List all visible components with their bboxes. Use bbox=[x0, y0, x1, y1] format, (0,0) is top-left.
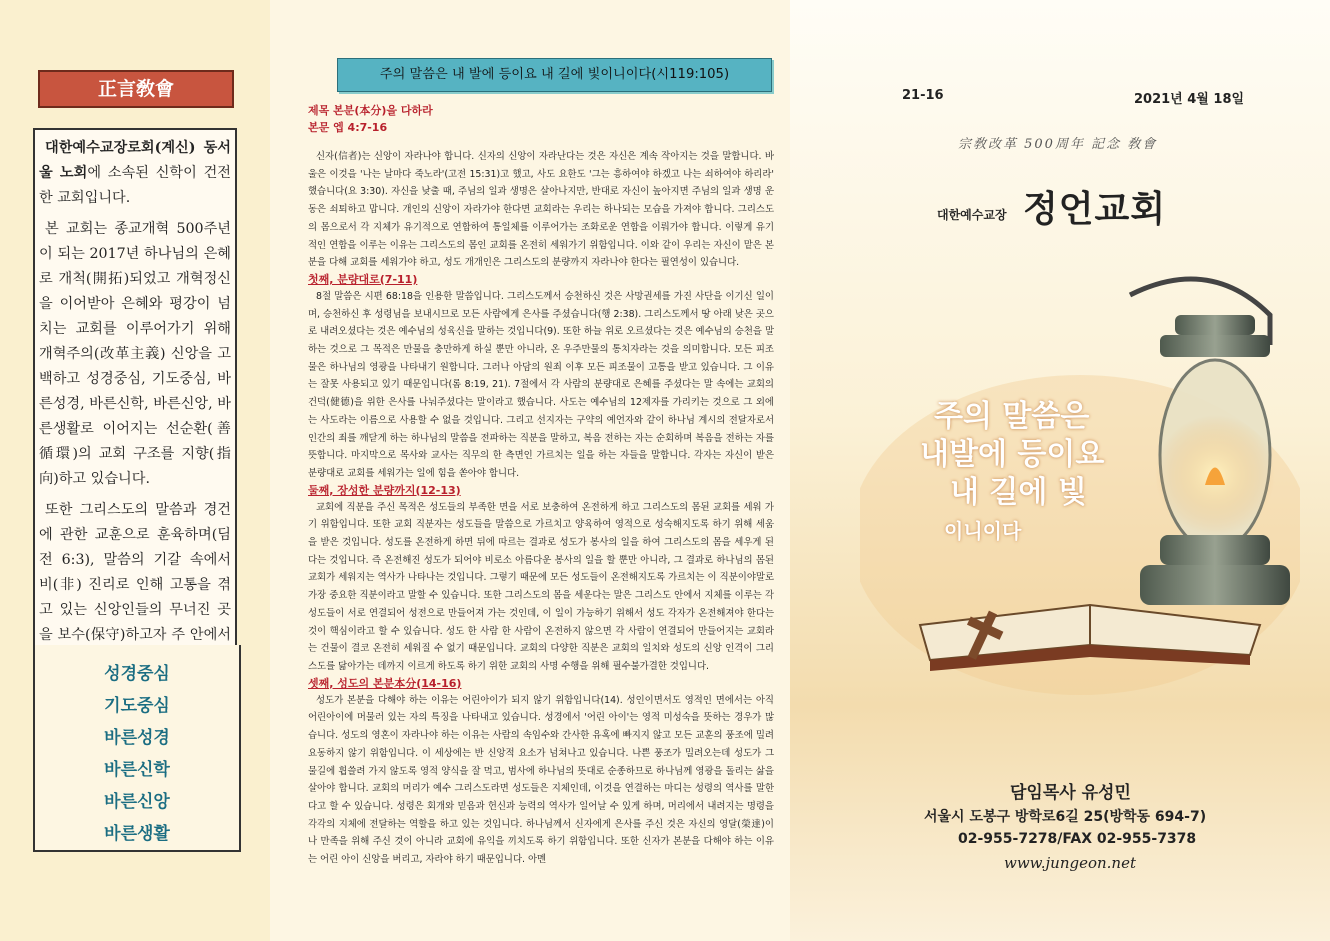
section-paragraph-3: 성도가 본분을 다해야 하는 이유는 어린아이가 되지 않기 위함입니다(14). 성인이면서도 영적인 면에서는 아직 어린아이에 머물러 있는 자의 특징을 나타내고 있습니다. 성경에서 '어린 아이'는 영적 미성숙을 뜻하는 경우가 많습니다. 성도의 영혼이 자라나야 하는 이유는 사람의 속임수와 간사한 유혹에 빠지지 않고 모든 교훈의 풍조에 밀려 요동하지 않기 위함입니다. 이 세상에는 반 신앙적 요소가 넘쳐나고 있습니다. 나쁜 풍조가 밀려오는데 성도가 그 물길에 휩쓸려 가지 않도록 영적 양식을 잘 먹고, 범사에 하나님의 뜻대로 순종하므로 하나님께 영광을 돌리는 삶을 살아야 합니다. 교회의 머리가 예수 그리스도라면 성도들은 지체인데, 이것을 연결하는 마디는 성령의 역사를 말한다고 할 수 있습니다. 성령은 회개와 믿음과 헌신과 능력의 역사가 일어날 수 있게 하며, 머리에서 내려지는 명령을 각각의 지체에 전달하는 역할을 하고 있는 것입니다. 하나님께서 신자에게 은사를 주신 것은 자신의 영달(榮達)이나 만족을 위해 주신 것이 아니라 교회에 유익을 끼치도록 하기 위함입니다. 또한 신자가 본분을 다해야 하는 이유는 어린 아이 신앙을 버리고, 자라야 하기 때문입니다. 아멘 bbox=[308, 694, 774, 866]
pastor-name: 담임목사 유성민 bbox=[1010, 783, 1131, 803]
anniversary-subtitle: 宗敎改革 500周年 記念 敎會 bbox=[958, 137, 1158, 152]
motto-item: 성경중심 bbox=[104, 664, 170, 684]
church-name: 정언교회 bbox=[1023, 189, 1167, 230]
motto-item: 바른생활 bbox=[104, 824, 170, 844]
section-heading-1: 첫째, 분량대로(7-11) bbox=[308, 272, 418, 286]
lantern-fuel-tank bbox=[1140, 565, 1290, 605]
art-line: 주의 말씀은 bbox=[934, 399, 1090, 434]
motto-item: 기도중심 bbox=[104, 696, 170, 716]
sermon-scripture: 본문 엡 4:7-16 bbox=[308, 121, 388, 134]
section-paragraph-2: 교회에 직분을 주신 목적은 성도들의 부족한 면을 서로 보충하여 온전하게 하고 그리스도의 몸된 교회를 세워 가기 위함입니다. 또한 교회 직분자는 성도들을 말씀으로 가르치고 양육하여 영적으로 성숙해지도록 하기 위해 세움을 받은 것입니다. 성도를 온전하게 하면 뒤에 따르는 결과로 성도가 봉사의 일을 하여 그리스도의 몸을 세우게 된다는 것입니다. 즉 온전해진 성도가 되어야 비로소 아름다운 봉사의 일을 할 뿐만 아니라, 그 결과로 하나님의 몸된 교회가 세워지는 역사가 나타나는 것입니다. 그렇기 때문에 모든 성도들이 온전해지도록 가르치는 이 직분이야말로 가장 중요한 직분이라고 말할 수 있습니다. 또한 그리스도의 몸을 세운다는 말은 그리스도 안에서 지체를 이루는 각 성도들이 서로 연결되어 성전으로 만들어져 가는 것인데, 이 일이 가능하기 위해서 성도 각자가 온전해져야 한다는 것이 핵심이라고 할 수 있습니다. 성도 한 사람 한 사람이 온전하지 않으면 각 사람이 연결되어 만들어지는 교회라는 건물이 결코 온전히 세워질 수 없기 때문입니다. 교회의 다양한 직분은 교회의 일치와 성도의 신앙 인격이 그리스도를 닮아가는 데까지 이르게 하도록 하기 위한 교회의 사명 수행을 위해 필수불가결한 것입니다. bbox=[308, 501, 774, 672]
motto-box bbox=[33, 645, 241, 852]
issue-number: 21-16 bbox=[902, 88, 944, 103]
motto-item: 바른신학 bbox=[104, 760, 170, 780]
art-line: 이니이다 bbox=[944, 519, 1022, 543]
intro-bold: 대한예수교장로회(계신) 동서울 노회 bbox=[39, 140, 231, 181]
church-intro-box bbox=[33, 128, 237, 647]
intro-paragraph-3: 또한 그리스도의 말씀과 경건에 관한 교훈으로 훈육하며(딤전 6:3), 말씀의 기갈 속에서 비(非) 진리로 인해 고통을 겪고 있는 신앙인들의 무너진 곳을 보수(保守)하고자 주 안에서 bbox=[39, 502, 231, 643]
intro-text: 에 소속된 신학이 건전한 교회입니다. bbox=[39, 165, 231, 206]
denomination-label: 대한예수교장 bbox=[937, 208, 1007, 222]
church-address: 서울시 도봉구 방학로6길 25(방학동 694-7) bbox=[924, 809, 1207, 825]
lantern-base bbox=[1160, 535, 1270, 565]
art-line: 내 길에 빛 bbox=[950, 475, 1087, 510]
motto-item: 바른성경 bbox=[104, 728, 170, 748]
lantern-top bbox=[1175, 315, 1255, 335]
lantern-cap bbox=[1160, 335, 1270, 357]
sermon-title: 제목 본분(本分)을 다하라 bbox=[308, 104, 433, 117]
sermon-body bbox=[308, 102, 774, 869]
verse-artwork-text bbox=[920, 398, 1104, 550]
motto-item: 바른신앙 bbox=[104, 792, 170, 812]
church-website: www.jungeon.net bbox=[1004, 854, 1136, 872]
section-heading-2: 둘째, 장성한 분량까지(12-13) bbox=[308, 483, 461, 497]
section-heading-3: 셋째, 성도의 본분本分(14-16) bbox=[308, 676, 462, 690]
section-paragraph-1: 8절 말씀은 시편 68:18을 인용한 말씀입니다. 그리스도께서 승천하신 것은 사망권세를 가진 사단을 이기신 일이며, 승천하신 후 성령님을 보내시므로 모든 사람에게 은사를 주셨습니다(행 2:38). 그리스도께서 땅 아래 낮은 곳으로 내려오셨다는 것은 예수님의 성육신을 말하는 것입니다(9). 또한 하늘 위로 오르셨다는 것은 예수님의 승천을 말하는 것으로 그 목적은 만물을 충만하게 하실 뿐만 아니라, 온 우주만물의 통치자라는 것을 의미합니다. 모든 피조물은 하나님의 영광을 나타내기 원합니다. 그러나 아담의 원죄 이후 모든 피조물이 고통을 받고 있습니다. 그 이유는 잘못 사용되고 있기 때문입니다(롬 8:19, 21). 7절에서 각 사람의 분량대로 은혜를 주셨다는 말 속에는 교회의 건덕(健德)을 위한 은사를 나눠주셨다는 말이라고 했습니다. 사도는 예수님의 12제자를 가리키는 것으로 그 외에는 사도라는 이름으로 사용할 수 없을 것입니다. 그리고 선지자는 구약의 예언자와 같이 하나님 계시의 전달자로서 인간의 죄를 깨닫게 하는 하나님의 말씀을 전파하는 직분을 말하고, 복음 전하는 자는 순회하며 복음을 전하는 자를 뜻합니다. 마지막으로 목사와 교사는 직무의 한 측면인 가르치는 일을 하는 자들을 말합니다. 각자는 자신이 받은 분량대로 교회를 세워가는 일에 힘을 쏟아야 합니다. bbox=[308, 290, 774, 479]
bulletin-date: 2021년 4월 18일 bbox=[1134, 92, 1245, 107]
intro-paragraph-1 bbox=[39, 136, 231, 211]
church-phone: 02-955-7278/FAX 02-955-7378 bbox=[958, 831, 1197, 847]
art-line: 내발에 등이요 bbox=[920, 437, 1105, 472]
intro-paragraph-2: 본 교회는 종교개혁 500주년이 되는 2017년 하나님의 은혜로 개척(開拓)되었고 개혁정신을 이어받아 은혜와 평강이 넘치는 교회를 이루어가기 위해 개혁주의(改革主義) 신앙을 고백하고 성경중심, 기도중심, 바른성경, 바른신학, 바른신앙, 바른생활로 이어지는 선순환(善循環)의 교회 구조를 지향(指向)하고 있습니다. bbox=[39, 221, 231, 487]
verse-banner: 주의 말씀은 내 발에 등이요 내 길에 빛이니이다(시119:105) bbox=[337, 58, 772, 92]
sermon-intro-paragraph: 신자(信者)는 신앙이 자라나야 합니다. 신자의 신앙이 자라난다는 것은 자신은 계속 작아지는 것을 말합니다. 바울은 이것을 '나는 날마다 죽노라'(고전 15:31)고 했고, 사도 요한도 '그는 흥하여야 하겠고 나는 쇠하여야 하리라' 했습니다(요 3:30). 자신을 낮출 때, 주님의 일과 생명은 살아나지만, 반대로 자신이 높아지면 주님의 일과 생명 운동은 쇠퇴하고 맙니다. 개인의 신앙이 자라가야 한다면 교회라는 우리는 하나되는 모습을 가져야 합니다. 그리스도의 몸으로서 각 지체가 유기적으로 연합하여 통일체를 이루어가는 조화로운 연합을 이뤄가야 합니다. 이렇게 유기적인 연합을 이루는 이유는 그리스도의 몸인 교회를 온전히 세워가기 위함입니다. 이와 같이 우리는 자신이 맡은 본분을 다해 교회를 세워가야 하고, 성도 개개인은 그리스도의 분량까지 자라나야 한다는 필연성이 있습니다. bbox=[308, 151, 774, 269]
church-title-label: 正言敎會 bbox=[38, 70, 234, 108]
